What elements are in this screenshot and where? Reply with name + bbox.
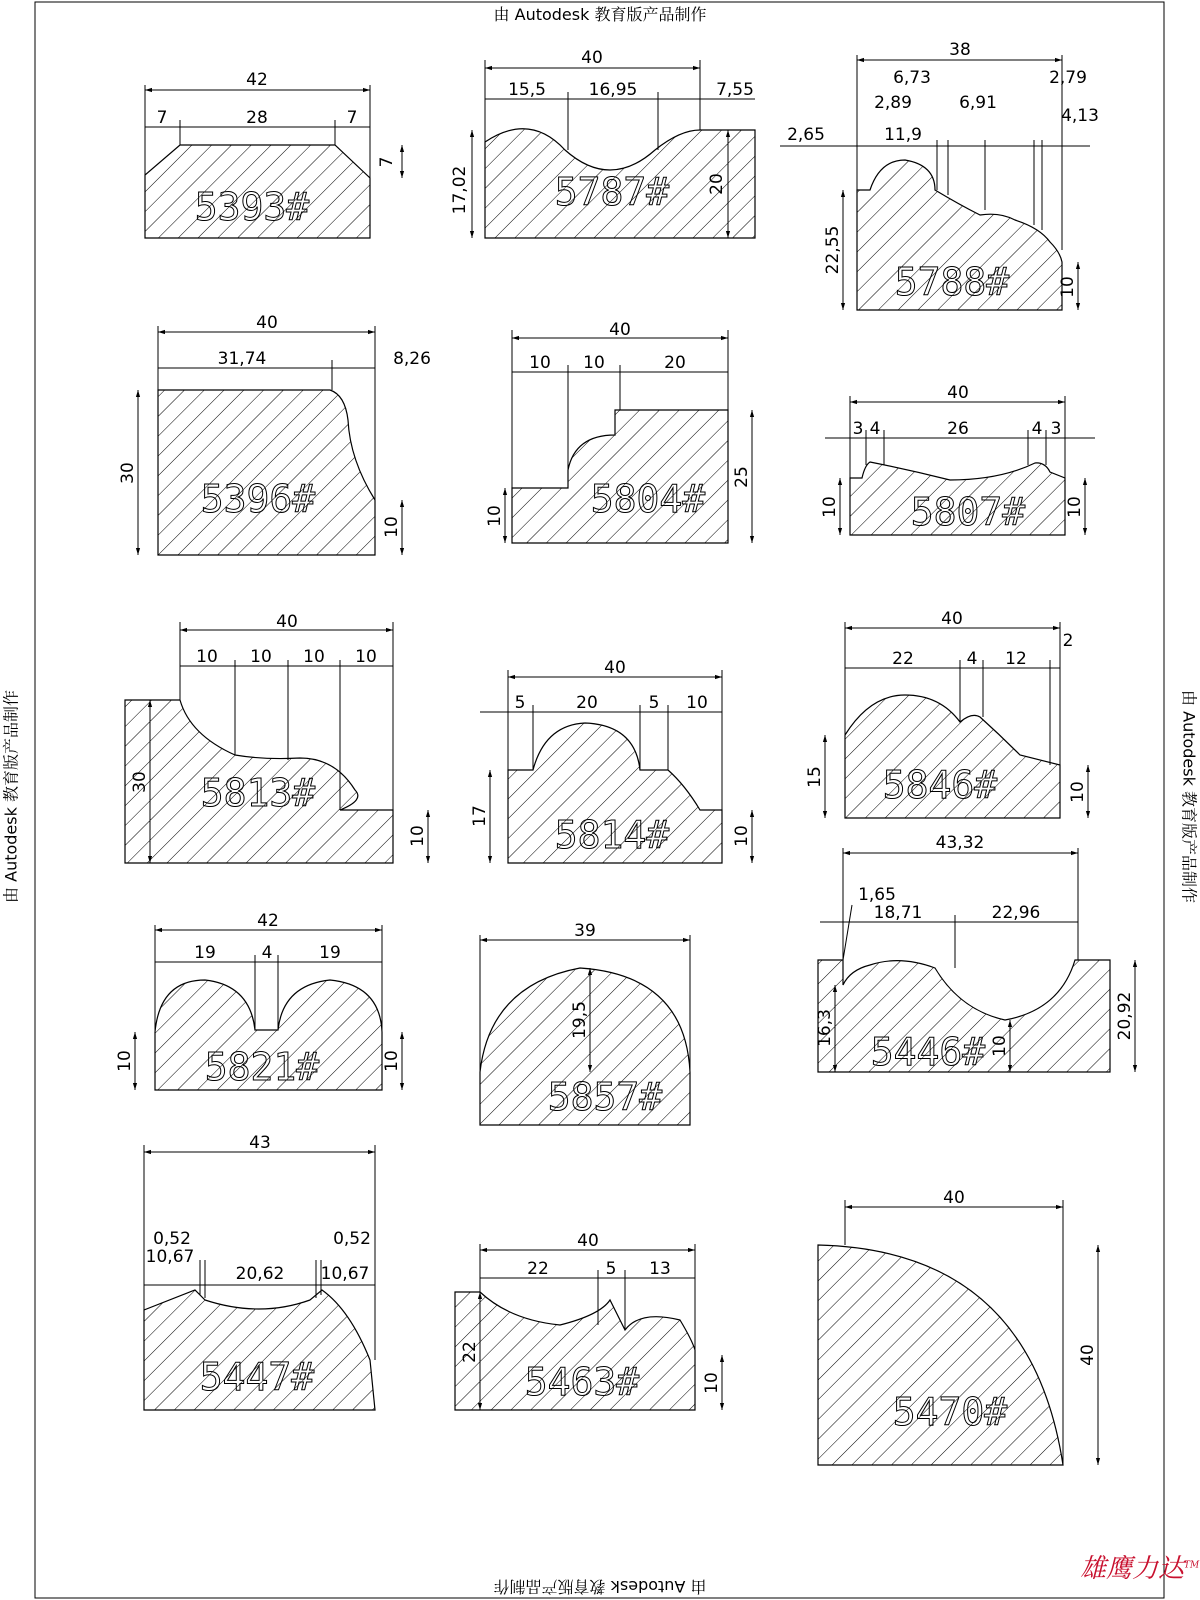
watermark-bottom: 由 Autodesk 教育版产品制作 [493, 1577, 707, 1596]
dim-label: 10 [990, 1035, 1010, 1057]
dim-label: 42 [246, 70, 268, 90]
dim-label: 40 [276, 612, 298, 632]
dim-label: 2,79 [1049, 68, 1087, 88]
dim-label: 10 [115, 1050, 135, 1072]
dim-label: 0,52 [153, 1229, 191, 1249]
dim-label: 40 [256, 313, 278, 333]
dim-label: 43,32 [935, 833, 985, 853]
dim-label: 22 [892, 649, 914, 669]
dim-label: 31,74 [217, 349, 267, 369]
watermark-right: 由 Autodesk 教育版产品制作 [1179, 690, 1199, 903]
profile-label-5446: 5446# [870, 1030, 986, 1074]
dim-label: 20 [576, 693, 598, 713]
dim-label: 20,62 [235, 1264, 285, 1284]
dim-label: 17 [470, 805, 490, 827]
dim-label: 22,55 [823, 225, 843, 275]
dim-label: 30 [118, 462, 138, 484]
dim-label: 40 [941, 609, 963, 629]
dim-label: 10 [1068, 781, 1088, 803]
dim-label: 7 [346, 108, 358, 128]
dim-label: 10 [485, 505, 505, 527]
watermark-top: 由 Autodesk 教育版产品制作 [493, 5, 707, 24]
dim-label: 10 [382, 516, 402, 538]
dim-label: 2,89 [874, 93, 912, 113]
dim-label: 42 [257, 911, 279, 931]
trademark-mark: TM [1184, 1560, 1200, 1571]
dim-label: 10 [820, 496, 840, 518]
dim-label: 40 [581, 48, 603, 68]
dim-label: 10 [196, 647, 218, 667]
dim-label: 4 [1031, 419, 1043, 439]
profile-label-5447: 5447# [199, 1355, 315, 1399]
dim-label: 19 [194, 943, 216, 963]
dim-label: 19,5 [570, 1001, 590, 1039]
dim-label: 6,91 [959, 93, 997, 113]
dim-label: 4 [966, 649, 978, 669]
dim-label: 40 [577, 1231, 599, 1251]
dim-label: 0,52 [333, 1229, 371, 1249]
dim-label: 40 [604, 658, 626, 678]
dim-label: 11,9 [884, 125, 922, 145]
dim-label: 6,73 [893, 68, 931, 88]
dim-label: 7 [377, 156, 397, 168]
dim-label: 10,67 [145, 1247, 195, 1267]
dim-label: 3 [852, 419, 864, 439]
dim-label: 20 [664, 353, 686, 373]
dim-label: 28 [246, 108, 268, 128]
profile-label-5804: 5804# [590, 477, 706, 521]
dim-label: 13 [649, 1259, 671, 1279]
dim-label: 16,3 [815, 1009, 835, 1047]
dim-label: 7 [156, 108, 168, 128]
dim-label: 12 [1005, 649, 1027, 669]
profile-label-5393: 5393# [194, 185, 310, 229]
dim-label: 19 [319, 943, 341, 963]
dim-label: 39 [574, 921, 596, 941]
dim-label: 40 [943, 1188, 965, 1208]
dim-label: 10 [355, 647, 377, 667]
dim-label: 22 [527, 1259, 549, 1279]
profile-label-5463: 5463# [524, 1360, 640, 1404]
dim-label: 4 [261, 943, 273, 963]
dim-label: 3 [1050, 419, 1062, 439]
dim-label: 15,5 [508, 80, 546, 100]
profile-label-5814: 5814# [554, 813, 670, 857]
dim-label: 38 [949, 40, 971, 60]
dim-label: 5 [514, 693, 526, 713]
dim-label: 5 [648, 693, 660, 713]
dim-label: 26 [947, 419, 969, 439]
dim-label: 10 [408, 825, 428, 847]
dim-label: 10 [1065, 496, 1085, 518]
dim-label: 7,55 [716, 80, 754, 100]
dim-label: 8,26 [393, 349, 431, 369]
dim-label: 10,67 [320, 1264, 370, 1284]
dim-label: 10 [382, 1050, 402, 1072]
dim-label: 17,02 [450, 165, 470, 215]
profile-label-5813: 5813# [200, 771, 316, 815]
dim-label: 43 [249, 1133, 271, 1153]
brand-logo [1080, 1548, 1199, 1585]
dim-label: 1,65 [858, 885, 896, 905]
dim-label: 10 [583, 353, 605, 373]
profile-label-5846: 5846# [882, 763, 998, 807]
dim-label: 20 [707, 173, 727, 195]
dim-label: 10 [732, 825, 752, 847]
profile-label-5821: 5821# [204, 1045, 320, 1089]
dim-label: 18,71 [873, 903, 923, 923]
dim-label: 2 [1062, 631, 1074, 651]
dim-label: 40 [1078, 1344, 1098, 1366]
profile-label-5857: 5857# [547, 1075, 663, 1119]
profile-label-5807: 5807# [910, 490, 1026, 534]
dim-label: 10 [1058, 276, 1078, 298]
dim-label: 22,96 [991, 903, 1041, 923]
dim-label: 22 [460, 1341, 480, 1363]
dim-label: 10 [529, 353, 551, 373]
dim-label: 40 [609, 320, 631, 340]
dim-label: 25 [732, 466, 752, 488]
dim-label: 10 [303, 647, 325, 667]
dim-label: 10 [686, 693, 708, 713]
dim-label: 15 [805, 766, 825, 788]
dim-label: 40 [947, 383, 969, 403]
dim-label: 5 [605, 1259, 617, 1279]
brand-logo-text: 雄鹰力达 [1080, 1554, 1185, 1584]
profile-label-5470: 5470# [892, 1390, 1008, 1434]
dim-label: 30 [130, 771, 150, 793]
dim-label: 10 [250, 647, 272, 667]
dim-label: 16,95 [588, 80, 638, 100]
profile-label-5396: 5396# [200, 477, 316, 521]
profile-label-5787: 5787# [554, 170, 670, 214]
watermark-left: 由 Autodesk 教育版产品制作 [1, 690, 21, 903]
dim-label: 4,13 [1061, 106, 1099, 126]
profile-5396-shape [158, 390, 375, 555]
dim-label: 2,65 [787, 125, 825, 145]
dim-label: 20,92 [1115, 991, 1135, 1041]
dim-label: 4 [869, 419, 881, 439]
dim-label: 10 [702, 1372, 722, 1394]
profile-label-5788: 5788# [894, 260, 1010, 304]
